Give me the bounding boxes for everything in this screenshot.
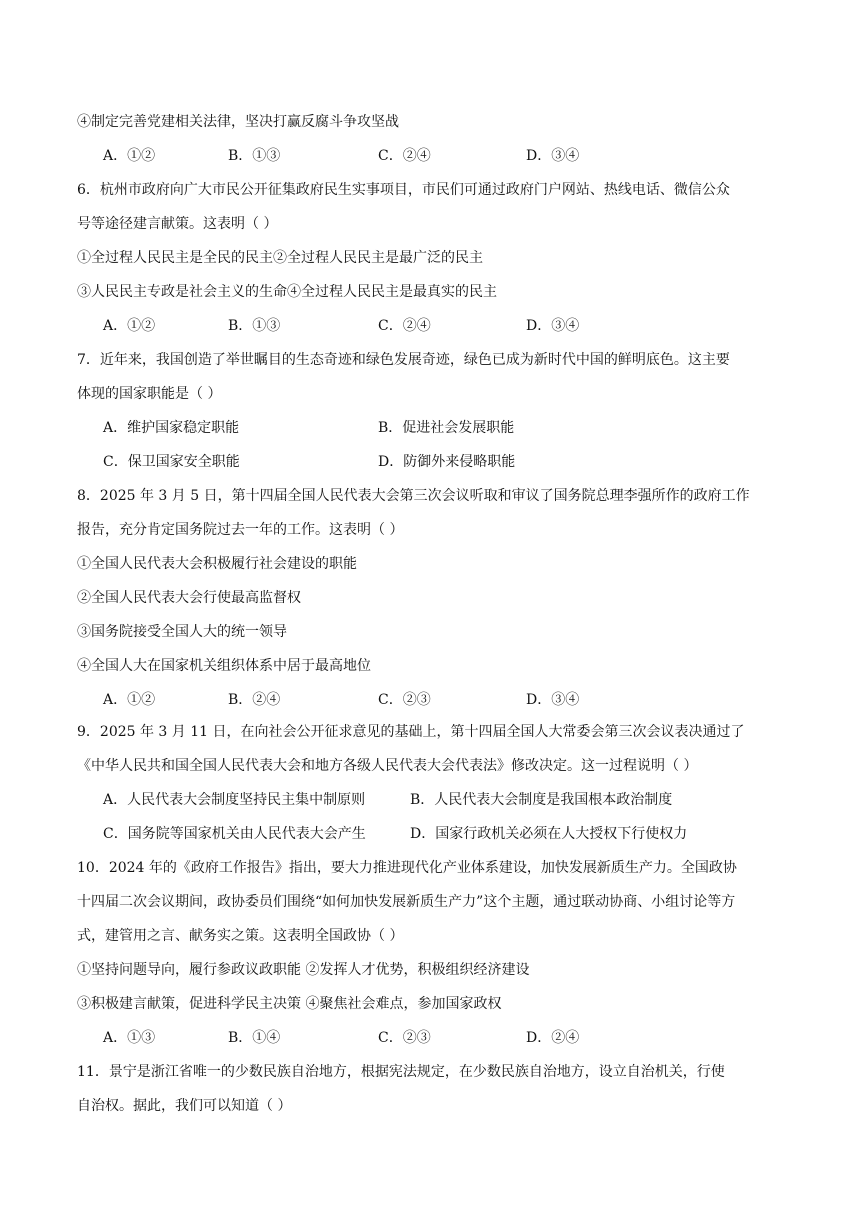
- q9-option-a: A．人民代表大会制度坚持民主集中制原则: [103, 792, 366, 808]
- q9-stem-line-1: 9．2025 年 3 月 11 日，在向社会公开征求意见的基础上，第十四届全国人大常委会第三次会议表决通过了: [77, 724, 745, 740]
- q8-option-c: C．②③: [378, 692, 431, 708]
- q9-stem-line-2: 《中华人民共和国全国人民代表大会和地方各级人民代表大会代表法》修改决定。这一过程说明（ ）: [77, 758, 698, 774]
- q5-option-b: B．①③: [228, 148, 281, 164]
- q10-option-a: A．①③: [103, 1030, 156, 1046]
- q5-option-a: A．①②: [103, 148, 156, 164]
- q9-option-c: C．国务院等国家机关由人民代表大会产生: [103, 826, 366, 842]
- q7-stem-line-1: 7．近年来，我国创造了举世瞩目的生态奇迹和绿色发展奇迹，绿色已成为新时代中国的鲜明底色。这主要: [77, 352, 730, 368]
- q8-stem-line-2: 报告，充分肯定国务院过去一年的工作。这表明（ ）: [77, 522, 404, 538]
- q7-option-a: A．维护国家稳定职能: [103, 420, 240, 436]
- q10-statements-1: ①坚持问题导向，履行参政议政职能 ②发挥人才优势，积极组织经济建设: [77, 962, 530, 978]
- q8-statement-4: ④全国人大在国家机关组织体系中居于最高地位: [77, 658, 371, 674]
- q6-option-c: C．②④: [378, 318, 431, 334]
- q9-option-b: B．人民代表大会制度是我国根本政治制度: [410, 792, 673, 808]
- q8-option-b: B．②④: [228, 692, 281, 708]
- q10-stem-line-2: 十四届二次会议期间，政协委员们围绕“如何加快发展新质生产力”这个主题，通过联动协商、小组讨论等方: [77, 894, 736, 910]
- q7-stem-line-2: 体现的国家职能是（ ）: [77, 386, 222, 402]
- q6-option-d: D．③④: [526, 318, 580, 334]
- q8-option-d: D．③④: [526, 692, 580, 708]
- q7-option-d: D．防御外来侵略职能: [378, 454, 516, 470]
- q10-option-d: D．②④: [526, 1030, 580, 1046]
- q10-stem-line-3: 式，建管用之言、献务实之策。这表明全国政协（ ）: [77, 928, 404, 944]
- q8-statement-3: ③国务院接受全国人大的统一领导: [77, 624, 287, 640]
- q6-stem-line-2: 号等途径建言献策。这表明（ ）: [77, 216, 278, 232]
- q9-option-d: D．国家行政机关必须在人大授权下行使权力: [410, 826, 688, 842]
- q8-statement-1: ①全国人民代表大会积极履行社会建设的职能: [77, 556, 357, 572]
- q11-stem-line-2: 自治权。据此，我们可以知道（ ）: [77, 1098, 292, 1114]
- q5-option-c: C．②④: [378, 148, 431, 164]
- q11-stem-line-1: 11．景宁是浙江省唯一的少数民族自治地方，根据宪法规定，在少数民族自治地方，设立自治机关，行使: [77, 1064, 725, 1080]
- q10-option-b: B．①④: [228, 1030, 281, 1046]
- q8-statement-2: ②全国人民代表大会行使最高监督权: [77, 590, 301, 606]
- q8-stem-line-1: 8．2025 年 3 月 5 日，第十四届全国人民代表大会第三次会议听取和审议了国务院总理李强所作的政府工作: [77, 488, 750, 504]
- q6-stem-line-1: 6．杭州市政府向广大市民公开征集政府民生实事项目，市民们可通过政府门户网站、热线电话、微信公众: [77, 182, 730, 198]
- q5-statement-4: ④制定完善党建相关法律，坚决打赢反腐斗争攻坚战: [77, 114, 399, 130]
- q10-stem-line-1: 10．2024 年的《政府工作报告》指出，要大力推进现代化产业体系建设，加快发展新质生产力。全国政协: [77, 860, 737, 876]
- q6-option-b: B．①③: [228, 318, 281, 334]
- q10-option-c: C．②③: [378, 1030, 431, 1046]
- q10-statements-2: ③积极建言献策，促进科学民主决策 ④聚焦社会难点，参加国家政权: [77, 996, 502, 1012]
- q8-option-a: A．①②: [103, 692, 156, 708]
- q5-option-d: D．③④: [526, 148, 580, 164]
- q6-option-a: A．①②: [103, 318, 156, 334]
- q6-statements-2: ③人民民主专政是社会主义的生命④全过程人民民主是最真实的民主: [77, 284, 497, 300]
- q7-option-c: C．保卫国家安全职能: [103, 454, 240, 470]
- q7-option-b: B．促进社会发展职能: [378, 420, 515, 436]
- q6-statements-1: ①全过程人民民主是全民的民主②全过程人民民主是最广泛的民主: [77, 250, 483, 266]
